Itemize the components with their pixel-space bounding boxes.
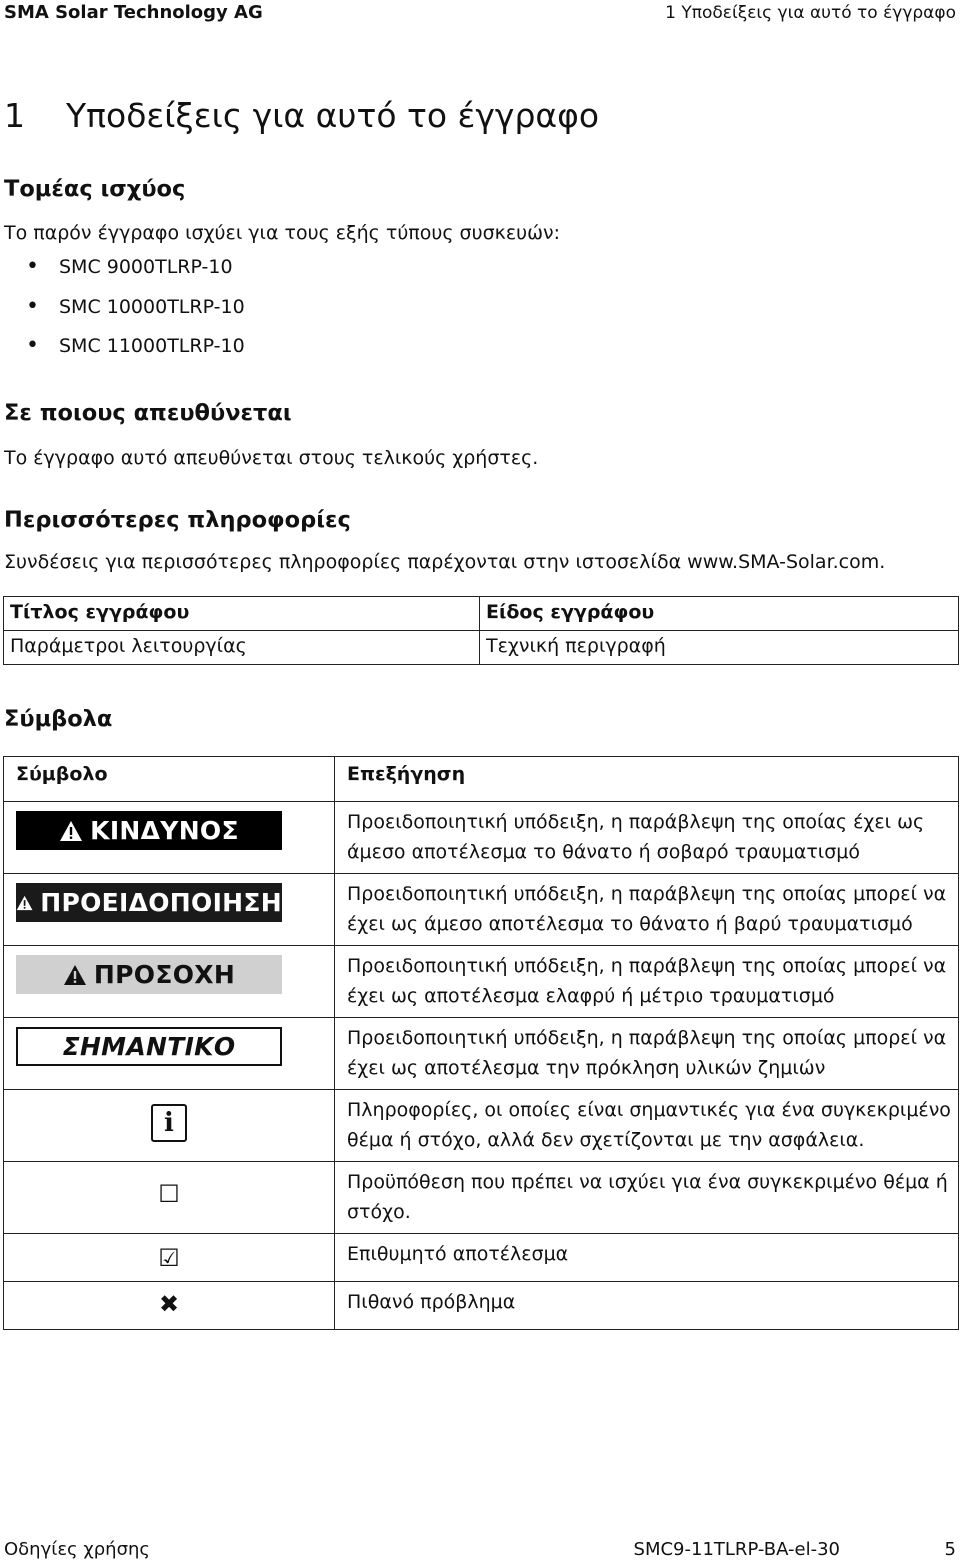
cross-icon: ✖ <box>158 1290 180 1318</box>
warning-label: ΠΡΟΕΙΔΟΠΟΙΗΣΗ <box>40 888 282 917</box>
symbols-table <box>3 756 959 1330</box>
list-item: • SMC 11000TLRP-10 <box>28 335 245 375</box>
more-info-text: Συνδέσεις για περισσότερες πληροφορίες παρέχονται στην ιστοσελίδα www.SMA-Solar.com. <box>4 551 886 573</box>
table-row <box>4 946 959 1018</box>
chapter-title: Υποδείξεις για αυτό το έγγραφο <box>66 96 600 135</box>
explanation-column-header: Επεξήγηση <box>335 757 959 802</box>
table-row <box>4 874 959 946</box>
symbol-column-header: Σύμβολο <box>4 757 335 802</box>
checkbox-checked-icon: ☑ <box>158 1244 180 1272</box>
header-section: 1 Υποδείξεις για αυτό το έγγραφο <box>665 3 956 23</box>
audience-text: Το έγγραφο αυτό απευθύνεται στους τελικούς χρήστες. <box>4 447 539 469</box>
documents-table <box>3 596 959 665</box>
explanation-cell: Πιθανό πρόβλημα <box>335 1282 959 1330</box>
danger-signal <box>16 811 282 850</box>
table-row <box>4 1282 959 1330</box>
warning-signal <box>16 883 282 922</box>
scope-heading: Τομέας ισχύος <box>4 176 186 202</box>
table-row <box>4 1162 959 1234</box>
list-item: • SMC 10000TLRP-10 <box>28 296 245 336</box>
checkbox-empty-icon: ☐ <box>158 1180 180 1208</box>
footer-document-code: SMC9-11TLRP-BA-el-30 <box>633 1539 840 1560</box>
explanation-cell: Προειδοποιητική υπόδειξη, η παράβλεψη της οποίας έχει ως άμεσο αποτέλεσμα το θάνατο ή σοβαρό τραυματισμό <box>335 802 959 874</box>
table-row <box>4 1090 959 1162</box>
explanation-cell: Επιθυμητό αποτέλεσμα <box>335 1234 959 1282</box>
explanation-cell: Προϋπόθεση που πρέπει να ισχύει για ένα συγκεκριμένο θέμα ή στόχο. <box>335 1162 959 1234</box>
table-row <box>4 1234 959 1282</box>
info-icon: i <box>151 1104 187 1142</box>
doc-title-cell: Παράμετροι λειτουργίας <box>4 631 480 665</box>
doc-title-header: Τίτλος εγγράφου <box>4 597 480 631</box>
page-number: 5 <box>944 1539 956 1560</box>
header-company: SMA Solar Technology AG <box>4 2 263 23</box>
doc-type-header: Είδος εγγράφου <box>480 597 959 631</box>
danger-label: ΚΙΝΔΥΝΟΣ <box>90 816 239 845</box>
caution-label: ΠΡΟΣΟΧΗ <box>93 960 236 989</box>
warning-triangle-icon <box>16 892 33 914</box>
table-row <box>4 1018 959 1090</box>
doc-type-cell: Τεχνική περιγραφή <box>480 631 959 665</box>
table-row <box>4 802 959 874</box>
scope-text: Το παρόν έγγραφο ισχύει για τους εξής τύπους συσκευών: <box>4 222 561 244</box>
explanation-cell: Προειδοποιητική υπόδειξη, η παράβλεψη της οποίας μπορεί να έχει ως άμεσο αποτέλεσμα το θάνατο ή βαρύ τραυματισμό <box>335 874 959 946</box>
more-info-heading: Περισσότερες πληροφορίες <box>4 507 351 533</box>
caution-signal <box>16 955 282 994</box>
warning-triangle-icon <box>63 964 87 986</box>
explanation-cell: Προειδοποιητική υπόδειξη, η παράβλεψη της οποίας μπορεί να έχει ως αποτέλεσμα την πρόκληση υλικών ζημιών <box>335 1018 959 1090</box>
list-item: • SMC 9000TLRP-10 <box>28 256 245 296</box>
chapter-number: 1 <box>4 96 25 135</box>
explanation-cell: Πληροφορίες, οι οποίες είναι σημαντικές για ένα συγκεκριμένο θέμα ή στόχο, αλλά δεν σχετίζονται με την ασφάλεια. <box>335 1090 959 1162</box>
warning-triangle-icon <box>59 820 83 842</box>
audience-heading: Σε ποιους απευθύνεται <box>4 400 292 426</box>
notice-label: ΣΗΜΑΝΤΙΚΟ <box>62 1032 236 1061</box>
footer-document-type: Οδηγίες χρήσης <box>4 1539 150 1560</box>
symbols-heading: Σύμβολα <box>4 706 113 732</box>
explanation-cell: Προειδοποιητική υπόδειξη, η παράβλεψη της οποίας μπορεί να έχει ως αποτέλεσμα ελαφρύ ή μέτριο τραυματισμό <box>335 946 959 1018</box>
chapter-heading <box>4 96 599 135</box>
device-list <box>28 256 245 375</box>
notice-signal <box>16 1027 282 1066</box>
